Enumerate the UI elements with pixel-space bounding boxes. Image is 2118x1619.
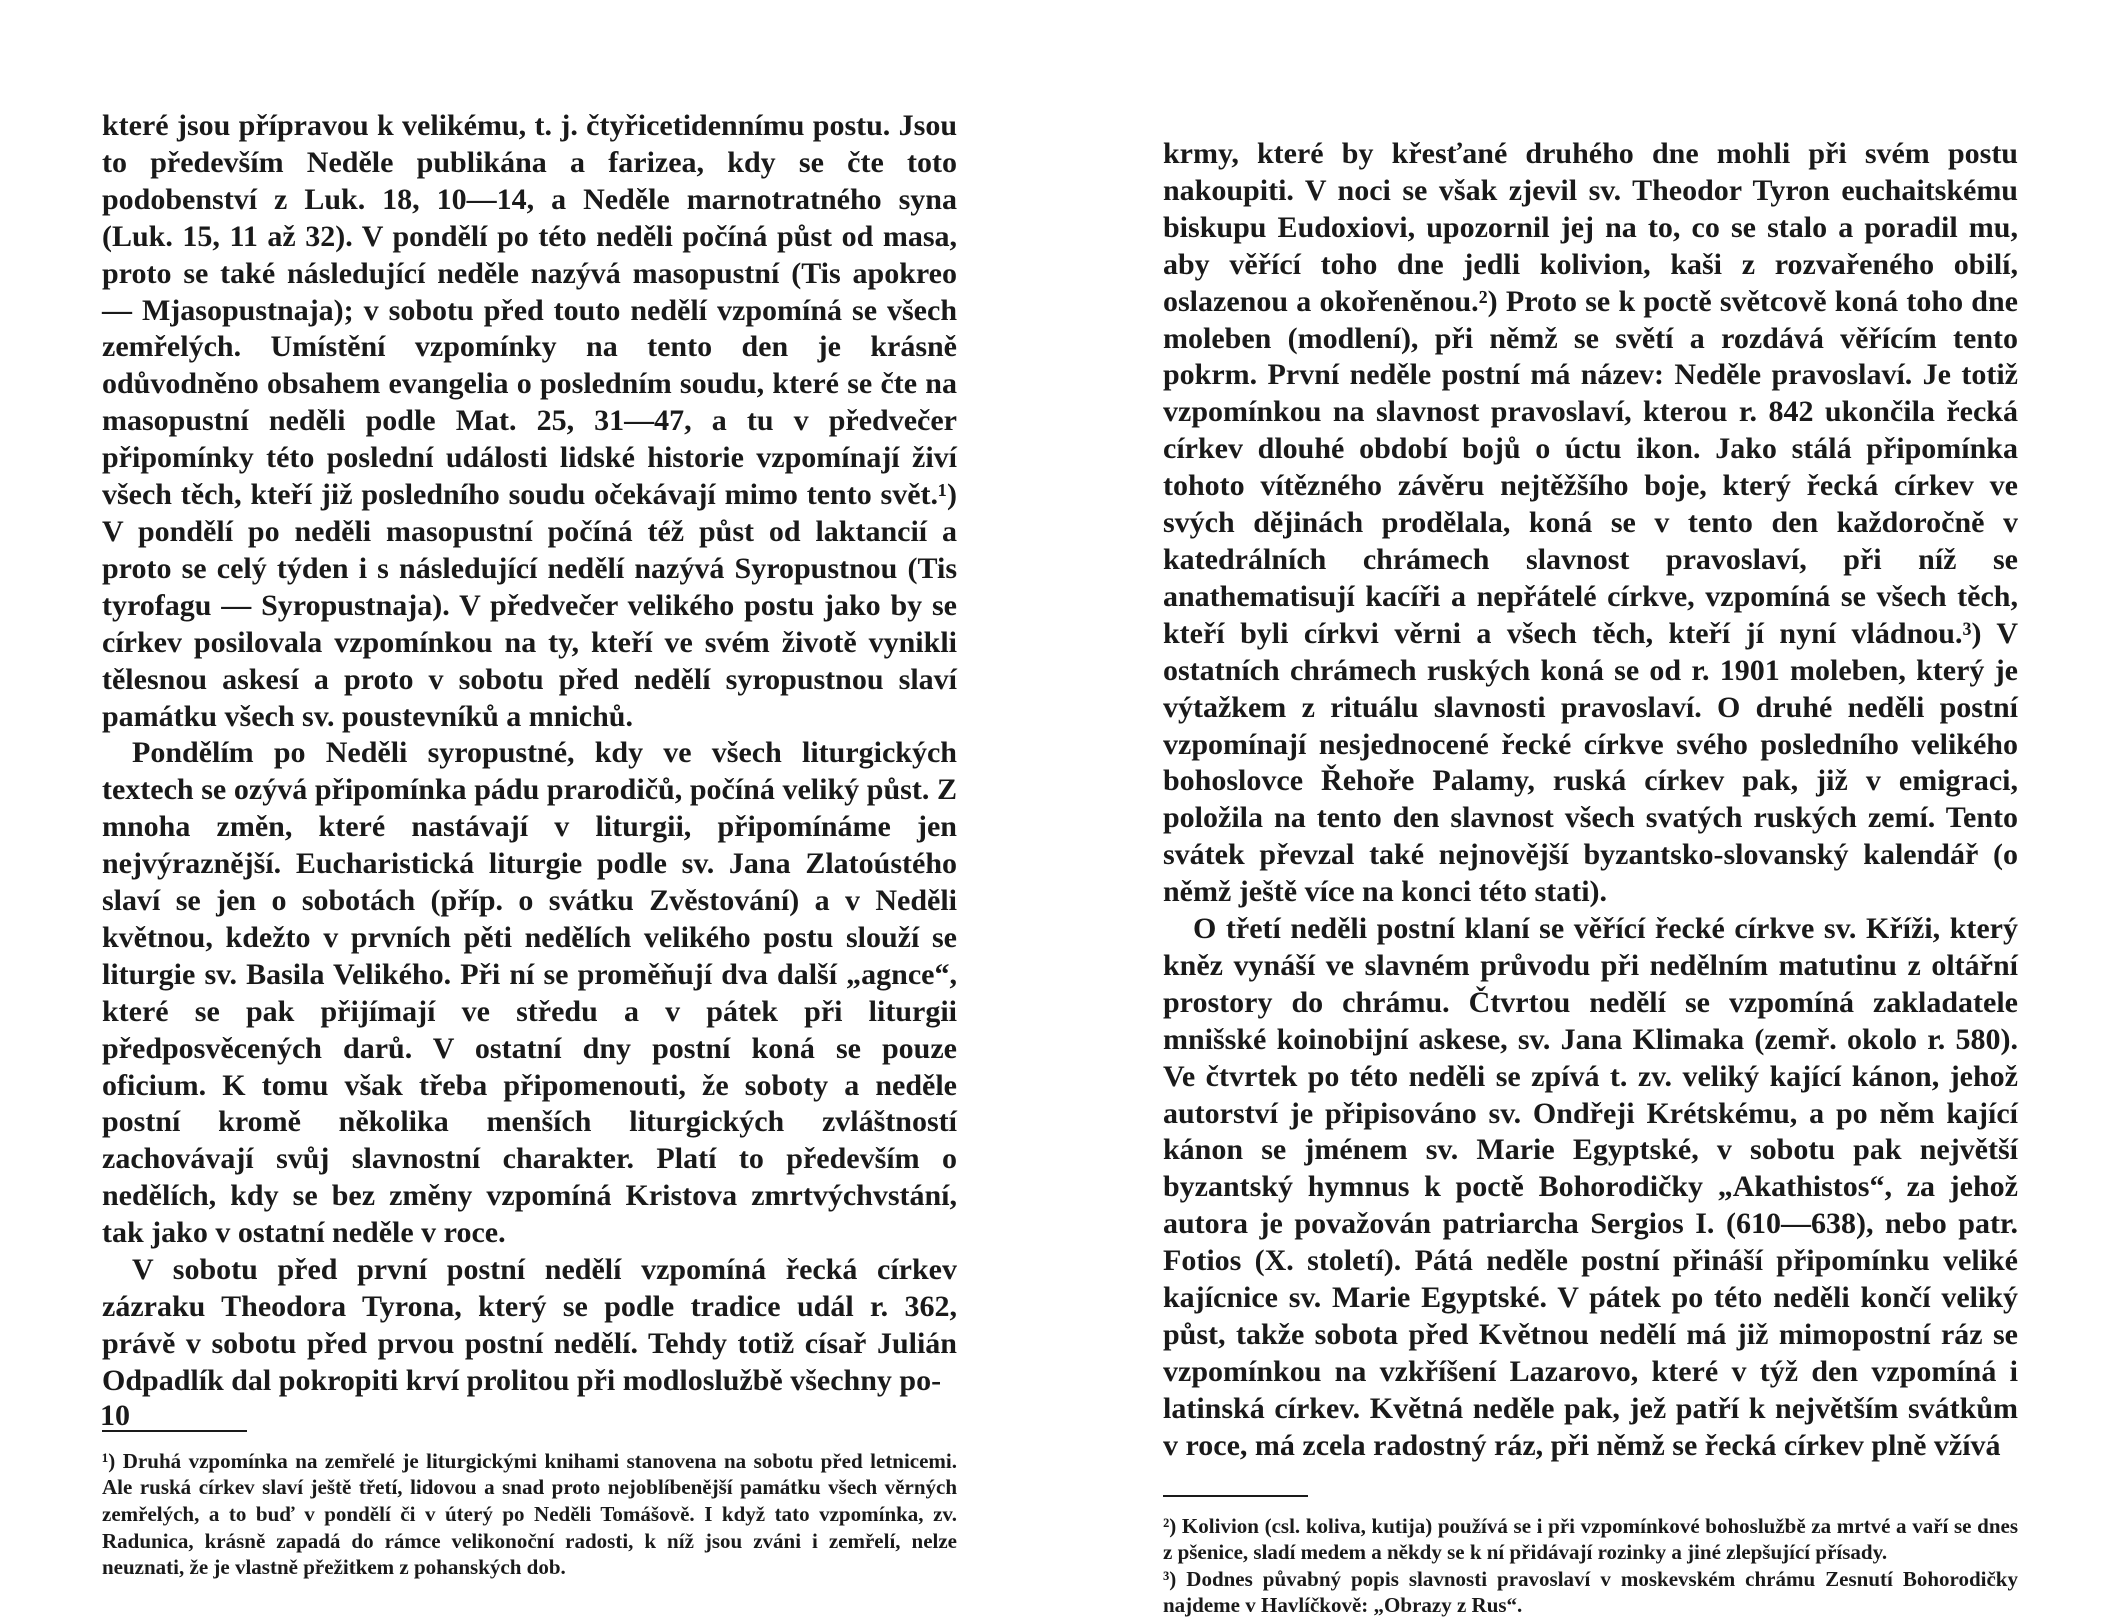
right-page <box>1163 136 2018 1619</box>
left-paragraph-3: V sobotu před první postní nedělí vzpomíná řecká církev zázraku Theodora Tyrona, který se podle tradice udál r. 362, právě v sobotu před prvou postní nedělí. Tehdy totiž císař Julián Odpadlík dal pokropiti krví prolitou při modloslužbě všechny po- <box>102 1253 957 1397</box>
right-paragraph-2: O třetí neděli postní klaní se věřící řecké církve sv. Kříži, který kněz vynáší ve slavném průvodu při nedělním matutinu z oltářní prostory do chrámu. Čtvrtou nedělí se vzpomíná zakladatele mnišské koinobijní askese, sv. Jana Klimaka (zemř. okolo r. 580). Ve čtvrtek po této neděli se zpívá t. zv. veliký kající kánon, jehož autorství je připisováno sv. Ondřeji Krétskému, a po něm kající kánon se jménem sv. Marie Egyptské, v sobotu pak největší byzantský hymnus k poctě Bohorodičky „Akathistos“, za jehož autora je považován patriarcha Sergios I. (610—638), nebo patr. Fotios (X. století). Pátá neděle postní přináší připomínku veliké kajícnice sv. Marie Egyptské. V pátek po této neděli končí veliký půst, takže sobota před Květnou nedělí má již mimopostní ráz se vzpomínkou na vzkříšení Lazarovo, které v týž den vzpomíná i latinská církev. Květná neděle pak, jež patří k největším svátkům v roce, má zcela radostný ráz, při němž se řecká církev plně vžívá <box>1163 912 2018 1462</box>
right-paragraph-1: krmy, které by křesťané druhého dne mohli při svém postu nakoupiti. V noci se však zjevil sv. Theodor Tyron euchaitskému biskupu Eudoxiovi, upozornil jej na to, co se stalo a poradil mu, aby věřící toho dne jedli kolivion, kaši z rozvařeného obilí, oslazenou a okořeněnou.²) Proto se k poctě světcově koná toho dne moleben (modlení), při němž se světí a rozdává věřícím tento pokrm. První neděle postní má název: Neděle pravoslaví. Je totiž vzpomínkou na slavnost pravoslaví, kterou r. 842 ukončila řecká církev dlouhé období bojů o úctu ikon. Jako stálá připomínka tohoto vítězného závěru nejtěžšího boje, který řecká církev ve svých dějinách prodělala, koná se v tento den každoročně v katedrálních chrámech slavnost pravoslaví, při níž se anathematisují kacíři a nepřátelé církve, vzpomíná se všech těch, kteří byli církvi věrni a všech těch, kteří jí nyní vládnou.³) V ostatních chrámech ruských koná se od r. 1901 moleben, který je výtažkem z rituálu slavnosti pravoslaví. O druhé neděli postní vzpomínají nesjednocené řecké církve svého posledního velikého bohoslovce Řehoře Palamy, ruská církev pak, již v emigraci, položila na tento den slavnost všech svatých ruských zemí. Tento svátek převzal také nejnovější byzantsko-slovanský kalendář (o němž ještě více na konci této stati). <box>1163 137 2018 909</box>
left-page <box>102 108 957 1581</box>
right-footnote-2: ²) Kolivion (csl. koliva, kutija) používá se i při vzpomínkové bohoslužbě za mrtvé a vaří se dnes z pšenice, sladí medem a někdy se k ní přidávají rozinky a jiné zlepšující přísady. <box>1163 1513 2018 1565</box>
right-footnote-3: ³) Dodnes půvabný popis slavnosti pravoslaví v moskevském chrámu Zesnutí Bohorodičky najdeme v Havlíčkově: „Obrazy z Rus“. <box>1163 1566 2018 1618</box>
left-footnote-1: ¹) Druhá vzpomínka na zemřelé je liturgickými knihami stanovena na sobotu před letnicemi. Ale ruská církev slaví ještě třetí, lidovou a snad proto nejoblíbenější památku všech věrných zemřelých, a to buď v pondělí či v úterý po Neděli Tomášově. I když tato vzpomínka, zv. Radunica, krásně zapadá do rámce velikonoční radosti, k níž jsou zváni i zemřelí, nelze neuznati, že je vlastně přežitkem z pohanských dob. <box>102 1448 957 1580</box>
left-paragraph-1: které jsou přípravou k velikému, t. j. čtyřicetidennímu postu. Jsou to především Neděle publikána a farizea, kdy se čte toto podobenství z Luk. 18, 10—14, a Neděle marnotratného syna (Luk. 15, 11 až 32). V pondělí po této neděli počíná půst od masa, proto se také následující neděle nazývá masopustní (Tis apokreo — Mjasopustnaja); v sobotu před touto nedělí vzpomíná se všech zemřelých. Umístění vzpomínky na tento den je krásně odůvodněno obsahem evangelia o posledním soudu, které se čte na masopustní neděli podle Mat. 25, 31—47, a tu v předvečer připomínky této poslední události lidské historie vzpomínají živí všech těch, kteří již posledního soudu očekávají mimo tento svět.¹) V pondělí po neděli masopustní počíná též půst od laktancií a proto se celý týden i s následující nedělí nazývá Syropustnou (Tis tyrofagu — Syropustnaja). V předvečer velikého postu jako by se církev posilovala vzpomínkou na ty, kteří ve svém životě vynikli tělesnou askesí a proto v sobotu před nedělí syropustnou slaví památku všech sv. poustevníků a mnichů. <box>102 109 957 733</box>
page-number: 10 <box>100 1399 130 1432</box>
right-footnote-divider <box>1163 1495 1308 1497</box>
left-paragraph-2: Pondělím po Neděli syropustné, kdy ve všech liturgických textech se ozývá připomínka pádu prarodičů, počíná veliký půst. Z mnoha změn, které nastávají v liturgii, připomínáme jen nejvýraznější. Eucharistická liturgie podle sv. Jana Zlatoústého slaví se jen o sobotách (příp. o svátku Zvěstování) a v Neděli květnou, kdežto v prvních pěti nedělích velikého postu slouží se liturgie sv. Basila Velikého. Při ní se proměňují dva další „agnce“, které se pak přijímají ve středu a v pátek při liturgii předposvěcených darů. V ostatní dny postní koná se pouze oficium. K tomu však třeba připomenouti, že soboty a neděle postní kromě několika menších liturgických zvláštností zachovávají svůj slavnostní charakter. Platí to především o nedělích, kdy se bez změny vzpomíná Kristova zmrtvýchvstání, tak jako v ostatní neděle v roce. <box>102 736 957 1250</box>
